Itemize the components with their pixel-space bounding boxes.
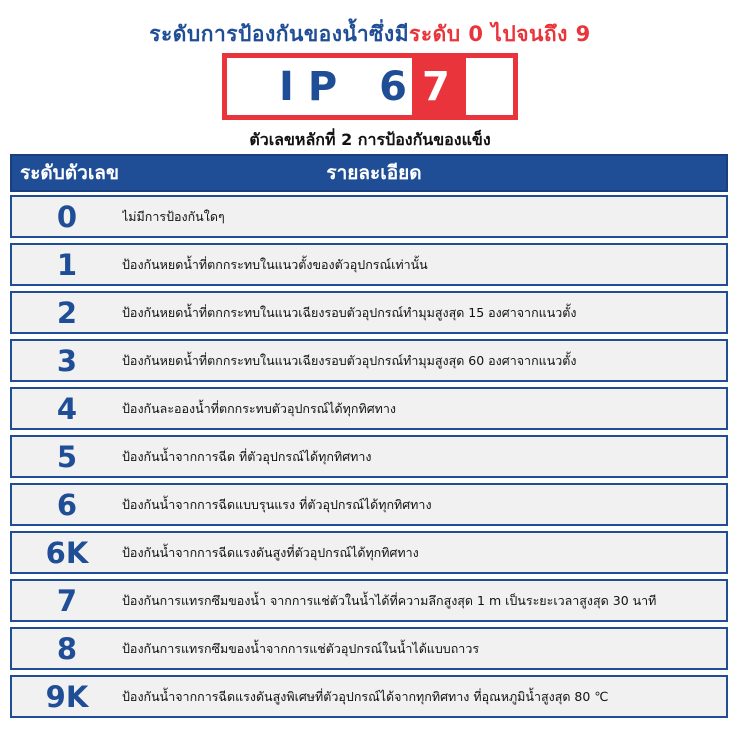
table-row [10, 195, 728, 238]
row-level: 8 [56, 631, 78, 666]
title-part-red: ระดับ 0 ไปจนถึง 9 [409, 22, 591, 46]
table-row [10, 243, 728, 286]
page-title [0, 18, 740, 51]
subtitle: ตัวเลขหลักที่ 2 การป้องกันของแข็ง [249, 130, 491, 149]
table-row [10, 627, 728, 670]
table-row [10, 291, 728, 334]
ip-badge [222, 53, 518, 120]
table-header [10, 154, 728, 192]
row-detail: ป้องกันหยดน้ำที่ตกกระทบในแนวเฉียงรอบตัวอุปกรณ์ทำมุมสูงสุด 15 องศาจากแนวตั้ง [122, 304, 577, 320]
table-row [10, 579, 728, 622]
ip-badge-inner [227, 58, 513, 115]
ip-badge-text: IP 6 [279, 64, 421, 110]
row-detail: ป้องกันหยดน้ำที่ตกกระทบในแนวตั้งของตัวอุปกรณ์เท่านั้น [122, 256, 428, 272]
row-detail: ป้องกันน้ำจากการฉีด ที่ตัวอุปกรณ์ได้ทุกทิศทาง [122, 448, 372, 464]
table-row [10, 483, 728, 526]
row-level: 2 [56, 295, 78, 330]
row-level: 9K [45, 679, 89, 714]
header-detail: รายละเอียด [326, 162, 422, 184]
row-detail: ป้องกันการแทรกซึมของน้ำ จากการแช่ตัวในน้ำได้ที่ความลึกสูงสุด 1 m เป็นระยะเวลาสูงสุด 30 นาที [122, 592, 657, 608]
row-detail: ป้องกันการแทรกซึมของน้ำจากการแช่ตัวอุปกรณ์ในน้ำได้แบบถาวร [122, 640, 480, 656]
table-row [10, 531, 728, 574]
row-detail: ป้องกันน้ำจากการฉีดแรงดันสูงพิเศษที่ตัวอุปกรณ์ได้จากทุกทิศทาง ที่อุณหภูมิน้ำสูงสุด 80 ℃ [122, 688, 609, 704]
row-level: 7 [56, 583, 78, 618]
row-level: 6K [45, 535, 89, 570]
row-level: 4 [56, 391, 78, 426]
row-level: 3 [56, 343, 78, 378]
row-level: 1 [56, 247, 78, 282]
table-row [10, 387, 728, 430]
header-level: ระดับตัวเลข [20, 162, 119, 184]
ip-rating-table [10, 154, 728, 718]
table-row [10, 435, 728, 478]
row-detail: ป้องกันน้ำจากการฉีดแบบรุนแรง ที่ตัวอุปกรณ์ได้ทุกทิศทาง [122, 496, 432, 512]
row-detail: ไม่มีการป้องกันใดๆ [122, 208, 225, 224]
table-row [10, 339, 728, 382]
row-detail: ป้องกันหยดน้ำที่ตกกระทบในแนวเฉียงรอบตัวอุปกรณ์ทำมุมสูงสุด 60 องศาจากแนวตั้ง [122, 352, 577, 368]
ip-badge-digit: 7 [422, 64, 450, 110]
row-detail: ป้องกันน้ำจากการฉีดแรงดันสูงที่ตัวอุปกรณ์ได้ทุกทิศทาง [122, 544, 419, 560]
row-level: 5 [56, 439, 78, 474]
title-part-blue: ระดับการป้องกันของน้ำซึ่งมี [149, 22, 410, 46]
row-detail: ป้องกันละอองน้ำที่ตกกระทบตัวอุปกรณ์ได้ทุกทิศทาง [122, 400, 397, 416]
row-level: 6 [56, 487, 78, 522]
row-level: 0 [56, 199, 78, 234]
table-row [10, 675, 728, 718]
